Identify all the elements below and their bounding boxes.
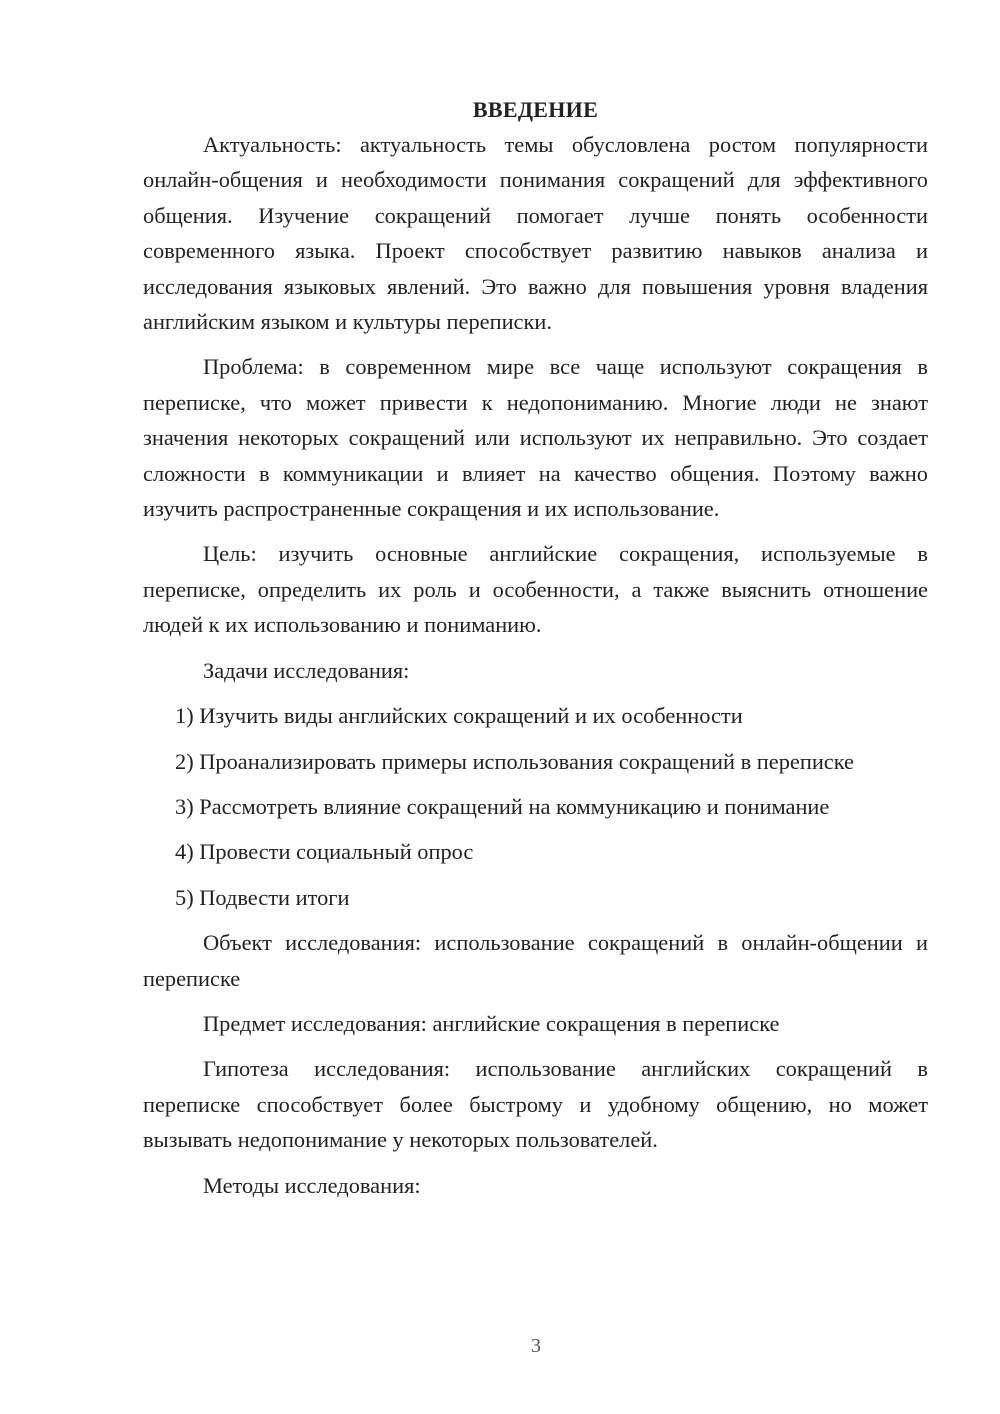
paragraph-problem: Проблема: в современном мире все чаще используют сокращения в переписке, что может привести к недопониманию. Многие люди не знают значения некоторых сокращений или используют их неправильно. Это создает сложности в коммуникации и влияет на качество общения. Поэтому важно изучить распространенные сокращения и их использование. <box>143 354 928 522</box>
paragraph-hypothesis: Гипотеза исследования: использование английских сокращений в переписке способствует более быстрому и удобному общению, но может вызывать недопонимание у некоторых пользователей. <box>143 1056 928 1153</box>
list-item: 2) Проанализировать примеры использования сокращений в переписке <box>175 748 854 774</box>
page-title: ВВЕДЕНИЕ <box>472 97 599 122</box>
paragraph-relevance: Актуальность: актуальность темы обусловлена ростом популярности онлайн-общения и необходимости понимания сокращений для эффективного общения. Изучение сокращений помогает лучше понять особенности современного языка. Проект способствует развитию навыков анализа и исследования языковых явлений. Это важно для повышения уровня владения английским языком и культуры переписки. <box>143 132 928 335</box>
methods-label: Методы исследования: <box>203 1172 421 1198</box>
tasks-label: Задачи исследования: <box>203 657 410 683</box>
list-item: 4) Провести социальный опрос <box>175 839 474 865</box>
document-page <box>143 92 928 1203</box>
paragraph-object: Объект исследования: использование сокращений в онлайн-общении и переписке <box>143 930 928 991</box>
list-item: 1) Изучить виды английских сокращений и их особенности <box>175 703 743 729</box>
paragraph-subject: Предмет исследования: английские сокращения в переписке <box>203 1010 780 1036</box>
page-number: 3 <box>531 1335 541 1357</box>
list-item: 3) Рассмотреть влияние сокращений на коммуникацию и понимание <box>175 793 830 819</box>
paragraph-goal: Цель: изучить основные английские сокращения, используемые в переписке, определить их роль и особенности, а также выяснить отношение людей к их использованию и пониманию. <box>143 541 928 638</box>
list-item: 5) Подвести итоги <box>175 884 350 910</box>
